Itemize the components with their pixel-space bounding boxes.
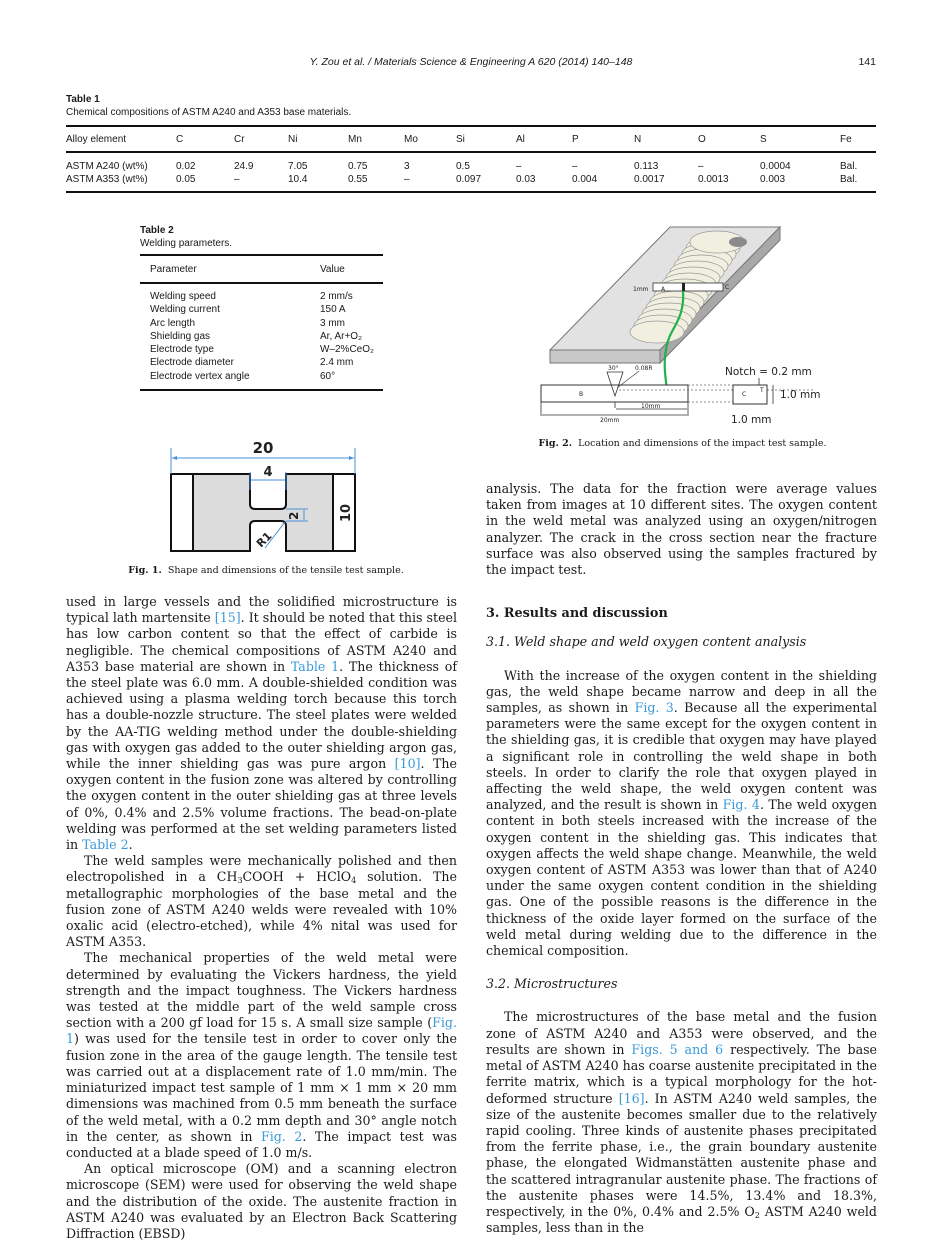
table-cell: Electrode type [150,344,214,356]
svg-text:0.08R: 0.08R [635,365,653,372]
cross-reference-link[interactable]: Fig. 4 [722,797,760,813]
table-cell: 0.75 [348,161,368,172]
table1-title: Chemical compositions of ASTM A240 and A353 base materials. [66,107,352,118]
table-cell: 150 A [320,304,346,316]
table-cell: 2.4 mm [320,357,354,369]
svg-text:A: A [661,286,666,293]
fig2-caption-text: Location and dimensions of the impact test sample. [578,438,827,449]
column-header: C [176,133,184,145]
page-number: 141 [858,56,876,68]
cross-reference-link[interactable]: [10] [394,756,421,772]
column-header: Si [456,133,465,145]
fig2-label: Fig. 2. [538,438,573,449]
section-heading-3: 3. Results and discussion [486,606,668,622]
fig1-dim-10: 10 [339,503,354,522]
svg-text:20mm: 20mm [600,417,620,424]
fig2-width-label: 1.0 mm [731,414,772,426]
svg-text:10mm: 10mm [641,403,661,410]
column-header: Mo [404,133,418,145]
table-cell: 0.05 [176,174,196,185]
paragraph: The weld samples were mechanically polished and then electropolished in a $CH_3COOH$ + HClO$_4$ solution. The metallographic morphologies of the base metal and the fusion zone of ASTM A240 welds were revealed with 10% oxalic acid (electro-etched), while 4% nital was used for ASTM A353. [66,853,457,950]
svg-text:C: C [725,284,730,291]
cross-reference-link[interactable]: Table 2 [82,837,129,853]
column-header: S [760,133,767,145]
table1-caption [66,93,351,119]
fig2-impact-sample-drawing [535,210,835,430]
column-header: Value [320,263,345,275]
right-column-text [486,481,877,1236]
table-cell: ASTM A353 (wt%) [66,174,148,185]
table-cell: 7.05 [288,161,308,172]
svg-text:C: C [742,391,747,398]
fig2-caption [480,438,885,449]
table-cell: 0.03 [516,174,536,185]
table-cell: 0.0013 [698,174,729,185]
table-cell: 3 [404,161,410,172]
fig2-notch-label: Notch = 0.2 mm [725,366,812,378]
table-cell: 60° [320,370,336,382]
table-cell: – [698,161,704,172]
table-row [140,303,383,316]
table-cell: – [516,161,522,172]
column-header: Fe [840,133,852,145]
table-cell: 2 mm/s [320,291,353,302]
column-header: Cr [234,133,245,145]
svg-text:T: T [760,387,764,394]
column-header: Alloy element [66,133,127,145]
table-cell: 0.004 [572,174,598,185]
table-row [66,152,876,173]
table-cell: – [572,161,578,172]
table2-caption [140,224,232,250]
table-cell: Bal. [840,174,858,185]
paragraph: The mechanical properties of the weld metal were determined by evaluating the Vickers hardness, the yield strength and the impact toughness. The Vickers hardness was tested at the middle part of the weld sample cross section with a 200 gf load for 15 s. A small size sample (Fig. 1) was used for the tensile test in order to cover only the fusion zone in the area of the gauge length. The tensile test was carried out at a displacement rate of 1.0 mm/min. The miniaturized impact test sample of 1 mm × 1 mm × 20 mm dimensions was machined from 0.5 mm beneath the surface of the weld metal, with a 0.2 mm depth and 30° angle notch in the center, as shown in Fig. 2. The impact test was conducted at a blade speed of 1.0 m/s. [66,950,457,1160]
cross-reference-link[interactable]: Fig. 1 [66,1015,457,1047]
table-cell: 0.113 [634,161,659,172]
table-cell: 10.4 [288,174,308,185]
table-row [140,283,383,303]
cross-reference-link[interactable]: Figs. 5 and 6 [631,1041,724,1057]
table1 [66,125,876,193]
table-row [140,330,383,343]
table1-label: Table 1 [66,94,100,105]
table2-title: Welding parameters. [140,238,233,249]
fig1-dim-2: 2 [287,511,301,520]
fig1-tensile-sample-drawing [165,436,365,561]
table1-header-row [66,126,876,152]
fig1-dim-r1: R1 [253,529,275,551]
table-cell: 24.9 [234,161,254,172]
table-cell: W–2%CeO₂ [320,344,374,356]
svg-text:30°: 30° [608,365,619,372]
table-cell: 0.003 [760,174,786,185]
left-column-text [66,594,457,1242]
table-cell: 0.0004 [760,161,791,172]
table-cell: 0.55 [348,174,368,185]
table-cell: Electrode vertex angle [150,370,250,382]
fig1-caption [66,565,466,576]
paragraph: analysis. The data for the fraction were average values taken from images at 10 different sites. The oxygen content in the weld metal was analyzed using an oxygen/nitrogen analyzer. The crack in the cross section near the fracture surface was also observed using the samples fractured by the impact test. [486,481,877,578]
journal-citation: Y. Zou et al. / Materials Science & Engineering A 620 (2014) 140–148 [309,56,633,68]
table-cell: 0.097 [456,174,482,185]
table-cell: – [404,174,410,185]
subsection-heading-3-2: 3.2. Microstructures [486,976,618,992]
cross-reference-link[interactable]: Table 1 [290,658,340,674]
table-cell: ASTM A240 (wt%) [66,161,148,172]
paragraph: used in large vessels and the solidified microstructure is typical lath martensite [15]. It should be noted that this steel has low carbon content so that the effect of carbide is negligible. The chemical compositions of ASTM A240 and A353 base material are shown in Table 1. The thickness of the steel plate was 6.0 mm. A double-shielded condition was achieved using a plasma welding torch because this torch has a double-nozzle structure. The steel plates were welded by the AA-TIG welding method under the double-shielding gas with oxygen gas added to the outer shielding argon gas, while the inner shielding gas was pure argon [10]. The oxygen content in the fusion zone was altered by controlling the oxygen content in the outer shielding gas at three levels of 0%, 0.4% and 2.5% volume fractions. The bead-on-plate welding was performed at the set welding parameters listed in Table 2. [66,594,458,853]
running-header [66,56,876,70]
table-cell: 0.02 [176,161,196,172]
column-header: Mn [348,133,362,145]
table-row [140,370,383,390]
table-row [140,356,383,369]
table-cell: 0.5 [456,161,470,172]
table-cell: Ar, Ar+O₂ [320,330,362,342]
table2-label: Table 2 [140,225,174,236]
table-row [140,317,383,330]
table-cell: Welding speed [150,291,216,302]
paragraph: An optical microscope (OM) and a scanning electron microscope (SEM) were used for observing the weld shape and the distribution of the oxide. The austenite fraction in ASTM A240 was evaluated by an Electron Back Scattering Diffraction (EBSD) [66,1161,457,1241]
cross-reference-link[interactable]: Fig. 3 [634,700,674,716]
column-header: Al [516,133,525,145]
column-header: Parameter [150,263,197,275]
cross-reference-link[interactable]: [16] [618,1090,645,1106]
fig1-label: Fig. 1. [128,565,162,576]
table-cell: Welding current [150,304,220,316]
paragraph: The microstructures of the base metal and the fusion zone of ASTM A240 and A353 were observed, and the results are shown in Figs. 5 and 6 respectively. The base metal of ASTM A240 has coarse austenite precipitated in the ferrite matrix, which is a typical morphology for the hot-deformed structure [16]. In ASTM A240 weld samples, the size of the austenite becomes smaller due to the relatively rapid cooling. Three kinds of austenite phases precipitated from the ferrite phase, i.e., the grain boundary austenite phase, the elongated Widmanstätten austenite phase and the scattered intragranular austenite phase. The fractions of the austenite phases were 14.5%, 13.4% and 18.3%, respectively, in the 0%, 0.4% and 2.5% $O_2$ ASTM A240 weld samples, less than in the [486,1009,877,1236]
svg-text:1mm: 1mm [633,286,649,293]
table-row [140,343,383,356]
column-header: P [572,133,579,145]
fig1-dim-4: 4 [263,465,273,480]
table-cell: Electrode diameter [150,357,234,369]
fig1-dim-20: 20 [252,439,274,457]
column-header: O [698,133,706,145]
fig2-height-label: 1.0 mm [780,389,821,401]
column-header: Ni [288,133,298,145]
subsection-heading-3-1: 3.1. Weld shape and weld oxygen content analysis [486,634,807,650]
table-cell: – [234,174,240,185]
cross-reference-link[interactable]: Fig. 2 [260,1128,303,1144]
svg-text:B: B [579,391,584,398]
cross-reference-link[interactable]: [15] [214,610,241,626]
fig1-caption-text: Shape and dimensions of the tensile test sample. [167,565,404,576]
table-cell: 0.0017 [634,174,665,185]
paragraph: With the increase of the oxygen content in the shielding gas, the weld shape became narrow and deep in all the samples, as shown in Fig. 3. Because all the experimental parameters were the same except for the oxygen content in the shielding gas, it is credible that oxygen may have played a significant role in controlling the weld shape in both steels. In order to clarify the role that oxygen played in affecting the weld shape, the weld oxygen content was analyzed, and the result is shown in Fig. 4. The weld oxygen content in both steels increased with the increase of the oxygen content in the shielding gas. This indicates that oxygen affects the weld shape change. Meanwhile, the weld oxygen content of ASTM A353 was lower than that of A240 under the same oxygen content condition in the shielding gas. One of the possible reasons is the difference in the thickness of the oxide layer formed on the surface of the weld metal during welding due to the difference in the chemical composition. [486,667,877,959]
table-cell: Arc length [150,317,196,329]
table-row [66,173,876,192]
table-cell: 3 mm [320,317,345,329]
table2 [140,254,383,391]
column-header: N [634,133,642,145]
table-cell: Shielding gas [150,330,211,342]
table2-header-row [140,255,383,283]
table-cell: Bal. [840,161,858,172]
